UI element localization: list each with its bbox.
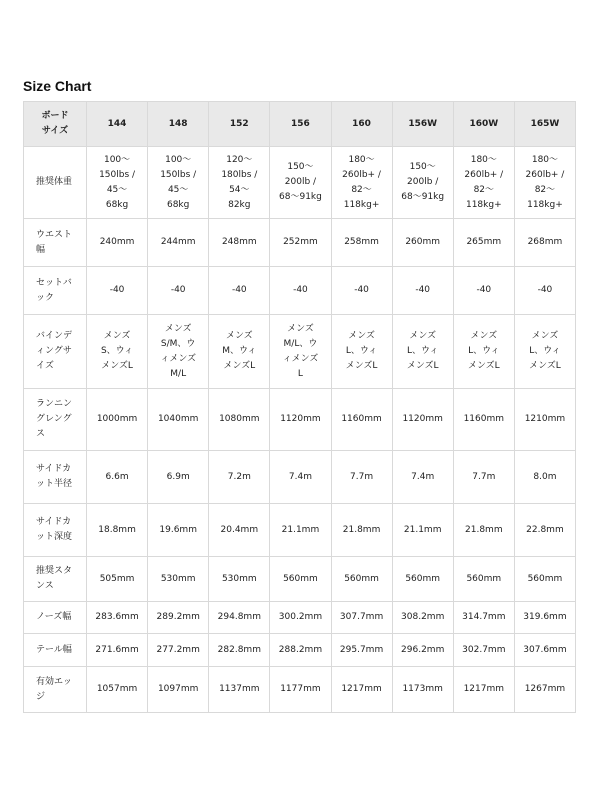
table-cell: 7.7m [331, 451, 392, 504]
table-cell: 252mm [270, 219, 331, 267]
header-size-148: 148 [148, 102, 209, 147]
table-cell: 19.6mm [148, 504, 209, 557]
table-cell: 21.1mm [270, 504, 331, 557]
table-cell: 307.6mm [514, 634, 575, 667]
header-size-156: 156 [270, 102, 331, 147]
table-row-sidecut-radius [24, 451, 576, 504]
table-cell: メンズ L、ウィ メンズL [392, 315, 453, 389]
table-cell: メンズ M、ウィ メンズL [209, 315, 270, 389]
table-cell: 180〜 260lb+ / 82〜 118kg+ [453, 147, 514, 219]
table-cell: 1177mm [270, 667, 331, 713]
table-cell: 1120mm [270, 389, 331, 451]
table-cell: 282.8mm [209, 634, 270, 667]
table-cell: 560mm [514, 557, 575, 602]
table-cell: 21.8mm [331, 504, 392, 557]
table-row-setback [24, 267, 576, 315]
table-cell: 248mm [209, 219, 270, 267]
table-cell: 21.8mm [453, 504, 514, 557]
table-cell: 7.4m [392, 451, 453, 504]
table-cell: 560mm [392, 557, 453, 602]
table-cell: 1000mm [87, 389, 148, 451]
table-row-running-length [24, 389, 576, 451]
table-cell: 560mm [270, 557, 331, 602]
table-row-nose-width [24, 602, 576, 634]
table-cell: 283.6mm [87, 602, 148, 634]
table-cell: 258mm [331, 219, 392, 267]
row-label-waist-width: ウエスト 幅 [24, 219, 87, 267]
table-cell: -40 [392, 267, 453, 315]
table-cell: 7.2m [209, 451, 270, 504]
table-cell: 1120mm [392, 389, 453, 451]
table-cell: 288.2mm [270, 634, 331, 667]
table-cell: 1160mm [331, 389, 392, 451]
table-cell: メンズ L、ウィ メンズL [453, 315, 514, 389]
table-row-effective-edge [24, 667, 576, 713]
table-cell: 265mm [453, 219, 514, 267]
table-cell: -40 [331, 267, 392, 315]
table-cell: 300.2mm [270, 602, 331, 634]
table-header-row [24, 102, 576, 147]
table-cell: メンズ L、ウィ メンズL [331, 315, 392, 389]
row-label-recommended-weight: 推奨体重 [24, 147, 87, 219]
header-size-152: 152 [209, 102, 270, 147]
table-cell: メンズ L、ウィ メンズL [514, 315, 575, 389]
table-cell: 1267mm [514, 667, 575, 713]
row-label-tail-width: テール幅 [24, 634, 87, 667]
table-cell: メンズ S/M、ウ ィメンズ M/L [148, 315, 209, 389]
header-size-156w: 156W [392, 102, 453, 147]
table-cell: -40 [209, 267, 270, 315]
table-cell: 1210mm [514, 389, 575, 451]
table-cell: 100〜 150lbs / 45〜 68kg [87, 147, 148, 219]
table-cell: 294.8mm [209, 602, 270, 634]
table-cell: 314.7mm [453, 602, 514, 634]
row-label-nose-width: ノーズ幅 [24, 602, 87, 634]
table-row-recommended-stance [24, 557, 576, 602]
table-cell: 295.7mm [331, 634, 392, 667]
table-cell: 1160mm [453, 389, 514, 451]
table-cell: 1040mm [148, 389, 209, 451]
table-cell: 1057mm [87, 667, 148, 713]
table-cell: メンズ M/L、ウ ィメンズ L [270, 315, 331, 389]
row-label-running-length: ランニン グレング ス [24, 389, 87, 451]
table-cell: 530mm [148, 557, 209, 602]
table-cell: 268mm [514, 219, 575, 267]
table-cell: 1137mm [209, 667, 270, 713]
header-size-144: 144 [87, 102, 148, 147]
table-row-waist-width [24, 219, 576, 267]
header-corner-cell: ボード サイズ [24, 102, 87, 147]
table-cell: 180〜 260lb+ / 82〜 118kg+ [514, 147, 575, 219]
row-label-sidecut-radius: サイドカ ット半径 [24, 451, 87, 504]
table-cell: 1217mm [453, 667, 514, 713]
table-cell: -40 [148, 267, 209, 315]
row-label-recommended-stance: 推奨スタ ンス [24, 557, 87, 602]
table-cell: 7.4m [270, 451, 331, 504]
table-cell: 530mm [209, 557, 270, 602]
table-cell: 260mm [392, 219, 453, 267]
table-cell: 505mm [87, 557, 148, 602]
table-cell: 1097mm [148, 667, 209, 713]
table-cell: 18.8mm [87, 504, 148, 557]
size-chart-table [23, 101, 576, 713]
table-cell: -40 [514, 267, 575, 315]
page-title: Size Chart [23, 78, 92, 94]
row-label-binding-size: バインデ ィングサ イズ [24, 315, 87, 389]
table-cell: -40 [270, 267, 331, 315]
table-cell: メンズ S、ウィ メンズL [87, 315, 148, 389]
table-cell: 307.7mm [331, 602, 392, 634]
table-cell: 296.2mm [392, 634, 453, 667]
table-cell: 150〜 200lb / 68〜91kg [392, 147, 453, 219]
table-cell: -40 [87, 267, 148, 315]
table-cell: 1217mm [331, 667, 392, 713]
table-cell: 7.7m [453, 451, 514, 504]
table-cell: 302.7mm [453, 634, 514, 667]
table-cell: 100〜 150lbs / 45〜 68kg [148, 147, 209, 219]
table-cell: 6.6m [87, 451, 148, 504]
table-cell: 1173mm [392, 667, 453, 713]
header-size-165w: 165W [514, 102, 575, 147]
table-row-sidecut-depth [24, 504, 576, 557]
table-cell: 319.6mm [514, 602, 575, 634]
table-cell: 8.0m [514, 451, 575, 504]
table-cell: 22.8mm [514, 504, 575, 557]
table-row-binding-size [24, 315, 576, 389]
table-cell: 21.1mm [392, 504, 453, 557]
table-row-tail-width [24, 634, 576, 667]
table-cell: 560mm [453, 557, 514, 602]
table-cell: 308.2mm [392, 602, 453, 634]
header-size-160: 160 [331, 102, 392, 147]
row-label-effective-edge: 有効エッ ジ [24, 667, 87, 713]
table-cell: 289.2mm [148, 602, 209, 634]
table-cell: 244mm [148, 219, 209, 267]
table-cell: 150〜 200lb / 68〜91kg [270, 147, 331, 219]
header-size-160w: 160W [453, 102, 514, 147]
table-cell: 120〜 180lbs / 54〜 82kg [209, 147, 270, 219]
table-cell: 271.6mm [87, 634, 148, 667]
row-label-setback: セットバ ック [24, 267, 87, 315]
table-cell: 1080mm [209, 389, 270, 451]
table-cell: -40 [453, 267, 514, 315]
table-cell: 6.9m [148, 451, 209, 504]
table-cell: 20.4mm [209, 504, 270, 557]
table-cell: 277.2mm [148, 634, 209, 667]
table-cell: 560mm [331, 557, 392, 602]
table-cell: 180〜 260lb+ / 82〜 118kg+ [331, 147, 392, 219]
table-row-recommended-weight [24, 147, 576, 219]
table-cell: 240mm [87, 219, 148, 267]
row-label-sidecut-depth: サイドカ ット深度 [24, 504, 87, 557]
